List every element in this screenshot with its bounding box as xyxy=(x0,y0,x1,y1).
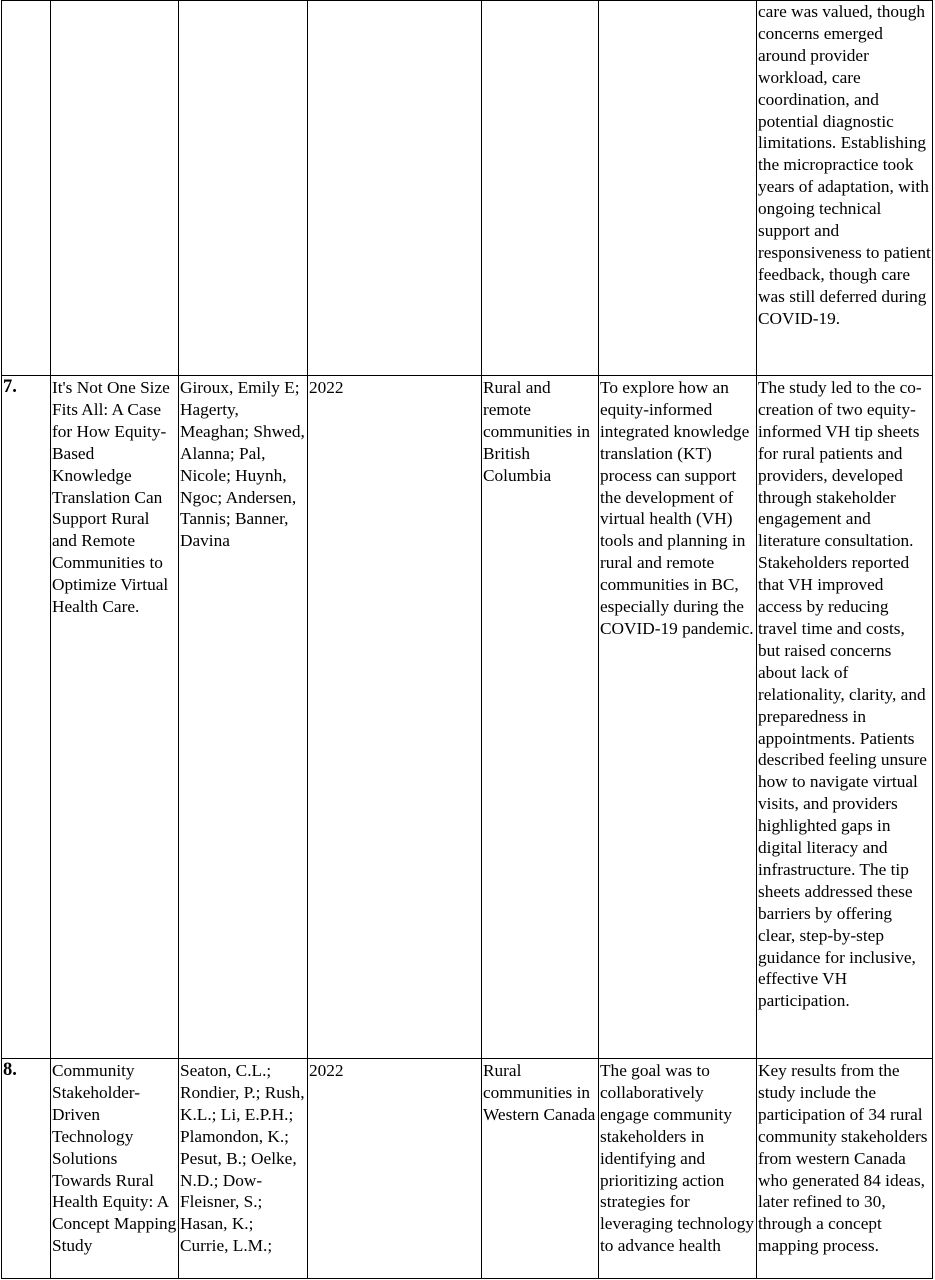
authors-cell: Seaton, C.L.; Rondier, P.; Rush, K.L.; Li, E.P.H.; Plamondon, K.; Pesut, B.; Oelke, N.D.; Dow-Fleisner, S.; Hasan, K.; Currie, L.M.; xyxy=(179,1059,308,1279)
year-cell: 2022 xyxy=(308,376,482,1059)
findings-cell: care was valued, though concerns emerged around provider workload, care coordination, and potential diagnostic limitations. Establishing the micropractice took years of adaptation, with ongoing technical support and responsiveness to patient feedback, though care was still deferred during COVID-19. xyxy=(757,1,933,376)
setting-cell xyxy=(482,1,599,376)
table-row xyxy=(2,1,933,376)
title-cell xyxy=(51,1,179,376)
row-number-cell xyxy=(2,1,51,376)
aim-cell: The goal was to collaboratively engage community stakeholders in identifying and prioritizing action strategies for leveraging technology to advance health xyxy=(599,1059,757,1279)
year-cell: 2022 xyxy=(308,1059,482,1279)
authors-cell xyxy=(179,1,308,376)
authors-cell: Giroux, Emily E; Hagerty, Meaghan; Shwed, Alanna; Pal, Nicole; Huynh, Ngoc; Andersen, Tannis; Banner, Davina xyxy=(179,376,308,1059)
year-cell xyxy=(308,1,482,376)
table-row xyxy=(2,376,933,1059)
setting-cell: Rural and remote communities in British Columbia xyxy=(482,376,599,1059)
literature-review-table xyxy=(1,0,933,1279)
findings-cell: The study led to the co-creation of two equity-informed VH tip sheets for rural patients and providers, developed through stakeholder engagement and literature consultation. Stakeholders reported that VH improved access by reducing travel time and costs, but raised concerns about lack of relationality, clarity, and preparedness in appointments. Patients described feeling unsure how to navigate virtual visits, and providers highlighted gaps in digital literacy and infrastructure. The tip sheets addressed these barriers by offering clear, step-by-step guidance for inclusive, effective VH participation. xyxy=(757,376,933,1059)
row-number-cell: 7. xyxy=(2,376,51,1059)
findings-cell: Key results from the study include the participation of 34 rural community stakeholders from western Canada who generated 84 ideas, later refined to 30, through a concept mapping process. xyxy=(757,1059,933,1279)
title-cell: Community Stakeholder-Driven Technology Solutions Towards Rural Health Equity: A Concept Mapping Study xyxy=(51,1059,179,1279)
table-row xyxy=(2,1059,933,1279)
aim-cell: To explore how an equity-informed integrated knowledge translation (KT) process can support the development of virtual health (VH) tools and planning in rural and remote communities in BC, especially during the COVID-19 pandemic. xyxy=(599,376,757,1059)
aim-cell xyxy=(599,1,757,376)
setting-cell: Rural communities in Western Canada xyxy=(482,1059,599,1279)
row-number-cell: 8. xyxy=(2,1059,51,1279)
title-cell: It's Not One Size Fits All: A Case for How Equity-Based Knowledge Translation Can Support Rural and Remote Communities to Optimize Virtual Health Care. xyxy=(51,376,179,1059)
